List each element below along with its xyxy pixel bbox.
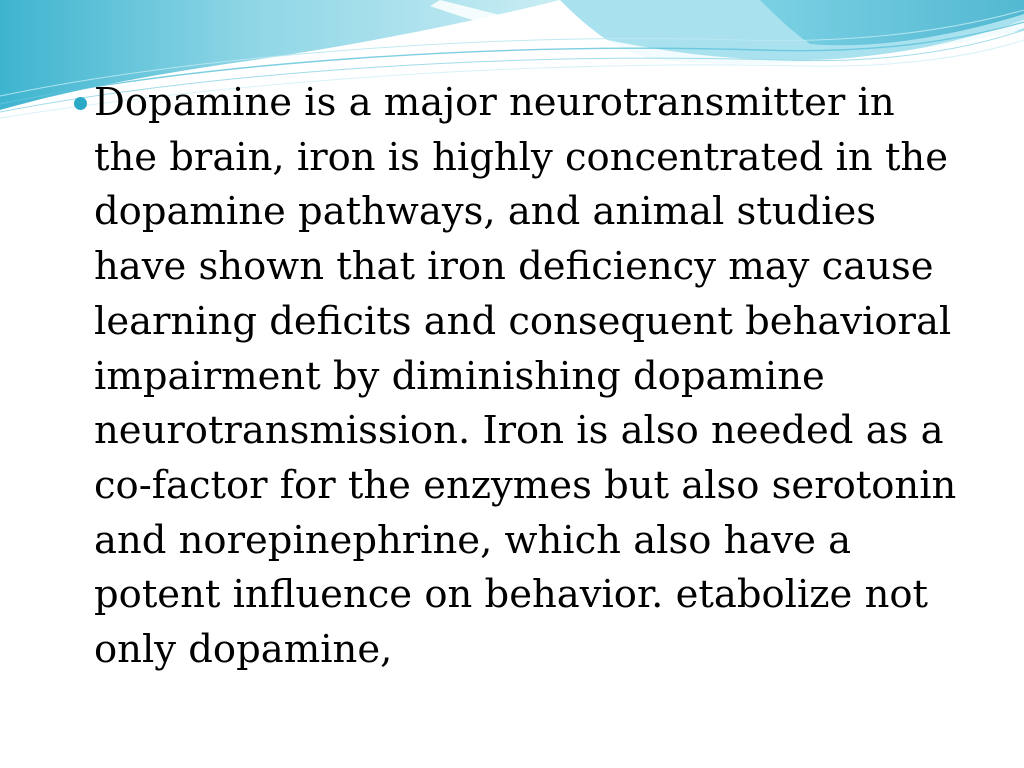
- bullet-item: [70, 76, 970, 678]
- content-area: [70, 76, 970, 678]
- bullet-dot-icon: [74, 97, 87, 110]
- bullet-text: Dopamine is a major neurotransmitter in the brain, iron is highly concentrated in the dopamine pathways, and animal studies have shown that iron deficiency may cause learning deficits and consequent behavioral impairment by diminishing dopamine neurotransmission. Iron is also needed as a co-factor for the enzymes but also serotonin and norepinephrine, which also have a potent influence on behavior. etabolize not only dopamine,: [94, 80, 957, 673]
